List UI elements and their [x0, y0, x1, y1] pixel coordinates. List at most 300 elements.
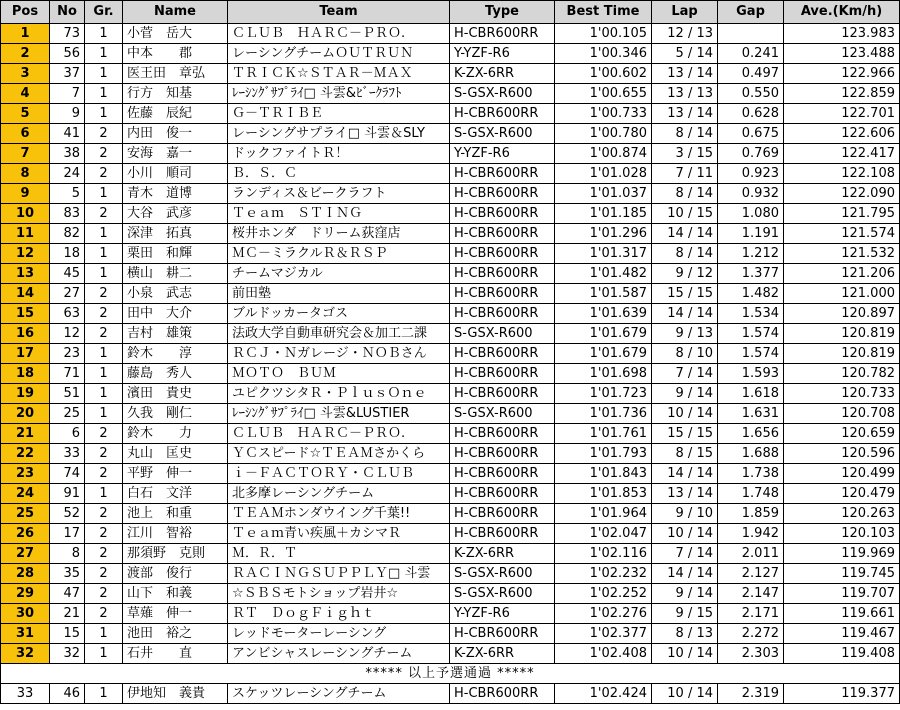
machine-type-cell: H-CBR600RR	[450, 504, 555, 524]
rider-name-cell: 行方 知基	[123, 84, 228, 104]
machine-type-cell: H-CBR600RR	[450, 204, 555, 224]
gap-cell: 2.319	[718, 684, 784, 704]
group-cell: 1	[85, 244, 123, 264]
number-cell: 7	[50, 84, 85, 104]
group-cell: 2	[85, 304, 123, 324]
group-cell: 2	[85, 504, 123, 524]
rider-name-cell: 白石 文洋	[123, 484, 228, 504]
lap-cell: 10 / 14	[652, 644, 718, 664]
table-row	[1, 104, 900, 124]
rider-name-cell: 吉村 雄策	[123, 324, 228, 344]
number-cell: 46	[50, 684, 85, 704]
rider-name-cell: 江川 智裕	[123, 524, 228, 544]
team-cell: スケッツレーシングチーム	[228, 684, 450, 704]
group-cell: 2	[85, 444, 123, 464]
table-row	[1, 484, 900, 504]
pos-cell: 5	[1, 104, 50, 124]
best-time-cell: 1'01.679	[555, 344, 652, 364]
group-cell: 2	[85, 584, 123, 604]
col-header-team: Team	[228, 1, 450, 24]
pos-cell: 31	[1, 624, 50, 644]
number-cell: 82	[50, 224, 85, 244]
table-row	[1, 644, 900, 664]
table-row	[1, 284, 900, 304]
team-cell: ドックファイトＲ！	[228, 144, 450, 164]
number-cell: 45	[50, 264, 85, 284]
pos-cell: 27	[1, 544, 50, 564]
pos-cell: 32	[1, 644, 50, 664]
rider-name-cell: 濱田 貴史	[123, 384, 228, 404]
number-cell: 41	[50, 124, 85, 144]
team-cell: ＲＴ ＤｏｇＦｉｇｈｔ	[228, 604, 450, 624]
pos-cell: 23	[1, 464, 50, 484]
group-cell: 1	[85, 624, 123, 644]
machine-type-cell: H-CBR600RR	[450, 444, 555, 464]
average-speed-cell: 120.263	[784, 504, 900, 524]
team-cell: ランディス＆ビークラフト	[228, 184, 450, 204]
table-row	[1, 464, 900, 484]
best-time-cell: 1'01.482	[555, 264, 652, 284]
table-row	[1, 164, 900, 184]
rider-name-cell: 草薙 伸一	[123, 604, 228, 624]
col-header-name: Name	[123, 1, 228, 24]
lap-cell: 8 / 10	[652, 344, 718, 364]
pos-cell: 11	[1, 224, 50, 244]
gap-cell: 1.688	[718, 444, 784, 464]
table-row	[1, 324, 900, 344]
team-cell: 前田塾	[228, 284, 450, 304]
rider-name-cell: 横山 耕二	[123, 264, 228, 284]
machine-type-cell: H-CBR600RR	[450, 24, 555, 44]
rider-name-cell: 鈴木 力	[123, 424, 228, 444]
rider-name-cell: 深津 拓真	[123, 224, 228, 244]
table-row	[1, 684, 900, 704]
col-header-no: No	[50, 1, 85, 24]
lap-cell: 9 / 13	[652, 324, 718, 344]
group-cell: 1	[85, 404, 123, 424]
lap-cell: 7 / 14	[652, 364, 718, 384]
number-cell: 51	[50, 384, 85, 404]
average-speed-cell: 121.532	[784, 244, 900, 264]
group-cell: 1	[85, 84, 123, 104]
average-speed-cell: 120.819	[784, 344, 900, 364]
gap-cell: 1.859	[718, 504, 784, 524]
gap-cell: 1.191	[718, 224, 784, 244]
gap-cell: 1.656	[718, 424, 784, 444]
machine-type-cell: S-GSX-R600	[450, 124, 555, 144]
pos-cell: 14	[1, 284, 50, 304]
team-cell: ＭＯＴＯ ＢＵＭ	[228, 364, 450, 384]
average-speed-cell: 120.659	[784, 424, 900, 444]
number-cell: 27	[50, 284, 85, 304]
table-row	[1, 344, 900, 364]
average-speed-cell: 120.499	[784, 464, 900, 484]
machine-type-cell: K-ZX-6RR	[450, 544, 555, 564]
group-cell: 1	[85, 44, 123, 64]
average-speed-cell: 120.103	[784, 524, 900, 544]
rider-name-cell: 丸山 匡史	[123, 444, 228, 464]
team-cell: ｉ－ＦＡＣＴＯＲＹ・ＣＬＵＢ	[228, 464, 450, 484]
average-speed-cell: 123.983	[784, 24, 900, 44]
table-row	[1, 424, 900, 444]
col-header-pos: Pos	[1, 1, 50, 24]
average-speed-cell: 120.782	[784, 364, 900, 384]
table-row	[1, 224, 900, 244]
best-time-cell: 1'01.736	[555, 404, 652, 424]
table-row	[1, 624, 900, 644]
average-speed-cell: 120.897	[784, 304, 900, 324]
gap-cell: 2.147	[718, 584, 784, 604]
pos-cell: 19	[1, 384, 50, 404]
number-cell: 63	[50, 304, 85, 324]
pos-cell: 28	[1, 564, 50, 584]
gap-cell: 2.127	[718, 564, 784, 584]
average-speed-cell: 121.795	[784, 204, 900, 224]
col-header-gr: Gr.	[85, 1, 123, 24]
machine-type-cell: H-CBR600RR	[450, 484, 555, 504]
gap-cell: 1.942	[718, 524, 784, 544]
best-time-cell: 1'02.047	[555, 524, 652, 544]
number-cell: 5	[50, 184, 85, 204]
best-time-cell: 1'02.408	[555, 644, 652, 664]
best-time-cell: 1'00.733	[555, 104, 652, 124]
average-speed-cell: 120.596	[784, 444, 900, 464]
lap-cell: 10 / 14	[652, 404, 718, 424]
best-time-cell: 1'00.602	[555, 64, 652, 84]
pos-cell: 30	[1, 604, 50, 624]
table-row	[1, 564, 900, 584]
rider-name-cell: 池田 裕之	[123, 624, 228, 644]
team-cell: Ｍ．Ｒ．Ｔ	[228, 544, 450, 564]
team-cell: ＣＬＵＢ ＨＡＲＣ－ＰＲＯ.	[228, 424, 450, 444]
pos-cell: 13	[1, 264, 50, 284]
gap-cell: 2.303	[718, 644, 784, 664]
best-time-cell: 1'01.185	[555, 204, 652, 224]
lap-cell: 15 / 15	[652, 284, 718, 304]
machine-type-cell: H-CBR600RR	[450, 224, 555, 244]
gap-cell: 1.534	[718, 304, 784, 324]
table-row	[1, 384, 900, 404]
best-time-cell: 1'01.698	[555, 364, 652, 384]
group-cell: 1	[85, 264, 123, 284]
lap-cell: 13 / 13	[652, 84, 718, 104]
gap-cell: 0.628	[718, 104, 784, 124]
best-time-cell: 1'02.252	[555, 584, 652, 604]
number-cell: 24	[50, 164, 85, 184]
best-time-cell: 1'01.793	[555, 444, 652, 464]
machine-type-cell: S-GSX-R600	[450, 564, 555, 584]
pos-cell: 24	[1, 484, 50, 504]
team-cell: 法政大学自動車研究会＆加工二課	[228, 324, 450, 344]
lap-cell: 10 / 15	[652, 204, 718, 224]
pos-cell: 4	[1, 84, 50, 104]
average-speed-cell: 119.467	[784, 624, 900, 644]
rider-name-cell: 藤島 秀人	[123, 364, 228, 384]
number-cell: 38	[50, 144, 85, 164]
machine-type-cell: Y-YZF-R6	[450, 144, 555, 164]
best-time-cell: 1'00.780	[555, 124, 652, 144]
team-cell: ＣＬＵＢ ＨＡＲＣ－ＰＲＯ.	[228, 24, 450, 44]
rider-name-cell: 内田 俊一	[123, 124, 228, 144]
gap-cell: 1.748	[718, 484, 784, 504]
team-cell: ﾚｰｼﾝｸﾞｻﾌﾟﾗｲ□ 斗雲&LUSTIER	[228, 404, 450, 424]
group-cell: 1	[85, 224, 123, 244]
rider-name-cell: 渡部 俊行	[123, 564, 228, 584]
table-row	[1, 604, 900, 624]
machine-type-cell: Y-YZF-R6	[450, 44, 555, 64]
team-cell: 北多摩レーシングチーム	[228, 484, 450, 504]
number-cell: 17	[50, 524, 85, 544]
lap-cell: 9 / 10	[652, 504, 718, 524]
lap-cell: 13 / 14	[652, 104, 718, 124]
average-speed-cell: 123.488	[784, 44, 900, 64]
average-speed-cell: 121.574	[784, 224, 900, 244]
machine-type-cell: H-CBR600RR	[450, 424, 555, 444]
lap-cell: 12 / 13	[652, 24, 718, 44]
pos-cell: 22	[1, 444, 50, 464]
group-cell: 1	[85, 364, 123, 384]
average-speed-cell: 119.377	[784, 684, 900, 704]
machine-type-cell: S-GSX-R600	[450, 324, 555, 344]
rider-name-cell: 小川 順司	[123, 164, 228, 184]
col-header-lap: Lap	[652, 1, 718, 24]
pos-cell: 26	[1, 524, 50, 544]
gap-cell: 1.593	[718, 364, 784, 384]
group-cell: 1	[85, 184, 123, 204]
number-cell: 52	[50, 504, 85, 524]
lap-cell: 7 / 14	[652, 544, 718, 564]
group-cell: 2	[85, 124, 123, 144]
team-cell: 桜井ホンダ ドリーム荻窪店	[228, 224, 450, 244]
lap-cell: 8 / 14	[652, 184, 718, 204]
header-row	[1, 1, 900, 24]
group-cell: 2	[85, 564, 123, 584]
team-cell: レーシングチームＯＵＴＲＵＮ	[228, 44, 450, 64]
number-cell: 73	[50, 24, 85, 44]
best-time-cell: 1'01.296	[555, 224, 652, 244]
gap-cell: 0.769	[718, 144, 784, 164]
lap-cell: 10 / 14	[652, 684, 718, 704]
group-cell: 1	[85, 684, 123, 704]
lap-cell: 8 / 15	[652, 444, 718, 464]
table-row	[1, 244, 900, 264]
team-cell: Ｔｅａｍ ＳＴＩＮＧ	[228, 204, 450, 224]
number-cell: 56	[50, 44, 85, 64]
team-cell: ブルドッカータゴス	[228, 304, 450, 324]
col-header-type: Type	[450, 1, 555, 24]
pos-cell: 25	[1, 504, 50, 524]
gap-cell: 2.272	[718, 624, 784, 644]
pos-cell: 16	[1, 324, 50, 344]
table-row	[1, 24, 900, 44]
lap-cell: 13 / 14	[652, 64, 718, 84]
table-row	[1, 184, 900, 204]
team-cell: ＭＣ－ミラクルＲ＆ＲＳＰ	[228, 244, 450, 264]
rider-name-cell: 伊地知 義貴	[123, 684, 228, 704]
team-cell: ＴＥＡＭホンダウイング千葉!!	[228, 504, 450, 524]
rider-name-cell: 栗田 和輝	[123, 244, 228, 264]
pos-cell: 21	[1, 424, 50, 444]
gap-cell: 1.618	[718, 384, 784, 404]
average-speed-cell: 119.408	[784, 644, 900, 664]
number-cell: 9	[50, 104, 85, 124]
machine-type-cell: H-CBR600RR	[450, 364, 555, 384]
group-cell: 2	[85, 144, 123, 164]
rider-name-cell: 医王田 章弘	[123, 64, 228, 84]
number-cell: 23	[50, 344, 85, 364]
average-speed-cell: 122.859	[784, 84, 900, 104]
best-time-cell: 1'01.964	[555, 504, 652, 524]
lap-cell: 8 / 14	[652, 124, 718, 144]
group-cell: 2	[85, 284, 123, 304]
pos-cell: 18	[1, 364, 50, 384]
gap-cell: 0.932	[718, 184, 784, 204]
gap-cell: 0.675	[718, 124, 784, 144]
lap-cell: 14 / 14	[652, 224, 718, 244]
table-row	[1, 124, 900, 144]
lap-cell: 8 / 13	[652, 624, 718, 644]
lap-cell: 9 / 15	[652, 604, 718, 624]
machine-type-cell: H-CBR600RR	[450, 344, 555, 364]
number-cell: 21	[50, 604, 85, 624]
average-speed-cell: 122.606	[784, 124, 900, 144]
machine-type-cell: H-CBR600RR	[450, 624, 555, 644]
team-cell: Ｂ．Ｓ．Ｃ	[228, 164, 450, 184]
average-speed-cell: 119.707	[784, 584, 900, 604]
pos-cell: 8	[1, 164, 50, 184]
best-time-cell: 1'01.317	[555, 244, 652, 264]
pos-cell: 3	[1, 64, 50, 84]
table-row	[1, 144, 900, 164]
number-cell: 74	[50, 464, 85, 484]
team-cell: ＹＣスピード☆ＴＥＡＭさかくら	[228, 444, 450, 464]
rider-name-cell: 佐藤 辰紀	[123, 104, 228, 124]
team-cell: レーシングサプライ□ 斗雲＆SLY	[228, 124, 450, 144]
table-row	[1, 584, 900, 604]
team-cell: ユピクツシタＲ・ＰｌｕｓＯｎｅ	[228, 384, 450, 404]
number-cell: 35	[50, 564, 85, 584]
lap-cell: 5 / 14	[652, 44, 718, 64]
average-speed-cell: 122.108	[784, 164, 900, 184]
number-cell: 6	[50, 424, 85, 444]
best-time-cell: 1'02.377	[555, 624, 652, 644]
pos-cell: 12	[1, 244, 50, 264]
group-cell: 2	[85, 324, 123, 344]
table-row	[1, 44, 900, 64]
group-cell: 1	[85, 24, 123, 44]
number-cell: 25	[50, 404, 85, 424]
rider-name-cell: 大谷 武彦	[123, 204, 228, 224]
number-cell: 37	[50, 64, 85, 84]
best-time-cell: 1'02.116	[555, 544, 652, 564]
gap-cell	[718, 24, 784, 44]
machine-type-cell: H-CBR600RR	[450, 284, 555, 304]
gap-cell: 1.574	[718, 324, 784, 344]
average-speed-cell: 122.701	[784, 104, 900, 124]
best-time-cell: 1'01.639	[555, 304, 652, 324]
number-cell: 71	[50, 364, 85, 384]
table-row	[1, 64, 900, 84]
qualifying-separator-text: ***** 以上予選通過 *****	[1, 664, 900, 684]
lap-cell: 14 / 14	[652, 464, 718, 484]
pos-cell: 15	[1, 304, 50, 324]
gap-cell: 1.631	[718, 404, 784, 424]
gap-cell: 2.171	[718, 604, 784, 624]
number-cell: 12	[50, 324, 85, 344]
gap-cell: 1.738	[718, 464, 784, 484]
number-cell: 8	[50, 544, 85, 564]
lap-cell: 9 / 12	[652, 264, 718, 284]
group-cell: 2	[85, 464, 123, 484]
rider-name-cell: 小泉 武志	[123, 284, 228, 304]
machine-type-cell: H-CBR600RR	[450, 684, 555, 704]
gap-cell: 0.550	[718, 84, 784, 104]
best-time-cell: 1'02.424	[555, 684, 652, 704]
col-header-gap: Gap	[718, 1, 784, 24]
average-speed-cell: 119.661	[784, 604, 900, 624]
best-time-cell: 1'01.723	[555, 384, 652, 404]
pos-cell: 2	[1, 44, 50, 64]
lap-cell: 9 / 14	[652, 584, 718, 604]
best-time-cell: 1'01.028	[555, 164, 652, 184]
gap-cell: 0.923	[718, 164, 784, 184]
machine-type-cell: K-ZX-6RR	[450, 64, 555, 84]
pos-cell: 20	[1, 404, 50, 424]
group-cell: 1	[85, 64, 123, 84]
number-cell: 18	[50, 244, 85, 264]
group-cell: 2	[85, 604, 123, 624]
rider-name-cell: 青木 道博	[123, 184, 228, 204]
group-cell: 1	[85, 344, 123, 364]
team-cell: Ｔｅａｍ青い疾風＋カシマＲ	[228, 524, 450, 544]
table-row	[1, 504, 900, 524]
table-row	[1, 204, 900, 224]
team-cell: チームマジカル	[228, 264, 450, 284]
machine-type-cell: H-CBR600RR	[450, 464, 555, 484]
best-time-cell: 1'02.232	[555, 564, 652, 584]
rider-name-cell: 久我 剛仁	[123, 404, 228, 424]
average-speed-cell: 120.479	[784, 484, 900, 504]
group-cell: 2	[85, 524, 123, 544]
team-cell: ＲＡＣＩＮＧＳＵＰＰＬＹ□ 斗雲	[228, 564, 450, 584]
best-time-cell: 1'00.346	[555, 44, 652, 64]
team-cell: Ｇ－ＴＲＩＢＥ	[228, 104, 450, 124]
average-speed-cell: 122.417	[784, 144, 900, 164]
team-cell: ☆ＳＢＳモトショップ岩井☆	[228, 584, 450, 604]
team-cell: ﾚｰｼﾝｸﾞｻﾌﾟﾗｲ□ 斗雲&ﾋﾞｰｸﾗﾌﾄ	[228, 84, 450, 104]
table-row	[1, 304, 900, 324]
machine-type-cell: H-CBR600RR	[450, 264, 555, 284]
group-cell: 1	[85, 384, 123, 404]
table-row	[1, 444, 900, 464]
number-cell: 15	[50, 624, 85, 644]
average-speed-cell: 122.090	[784, 184, 900, 204]
lap-cell: 13 / 14	[652, 484, 718, 504]
rider-name-cell: 鈴木 淳	[123, 344, 228, 364]
machine-type-cell: Y-YZF-R6	[450, 604, 555, 624]
best-time-cell: 1'00.655	[555, 84, 652, 104]
pos-cell: 29	[1, 584, 50, 604]
average-speed-cell: 121.000	[784, 284, 900, 304]
best-time-cell: 1'01.843	[555, 464, 652, 484]
best-time-cell: 1'02.276	[555, 604, 652, 624]
group-cell: 1	[85, 644, 123, 664]
table-row	[1, 524, 900, 544]
pos-cell: 10	[1, 204, 50, 224]
rider-name-cell: 中本 郡	[123, 44, 228, 64]
results-body	[1, 24, 900, 704]
average-speed-cell: 120.819	[784, 324, 900, 344]
